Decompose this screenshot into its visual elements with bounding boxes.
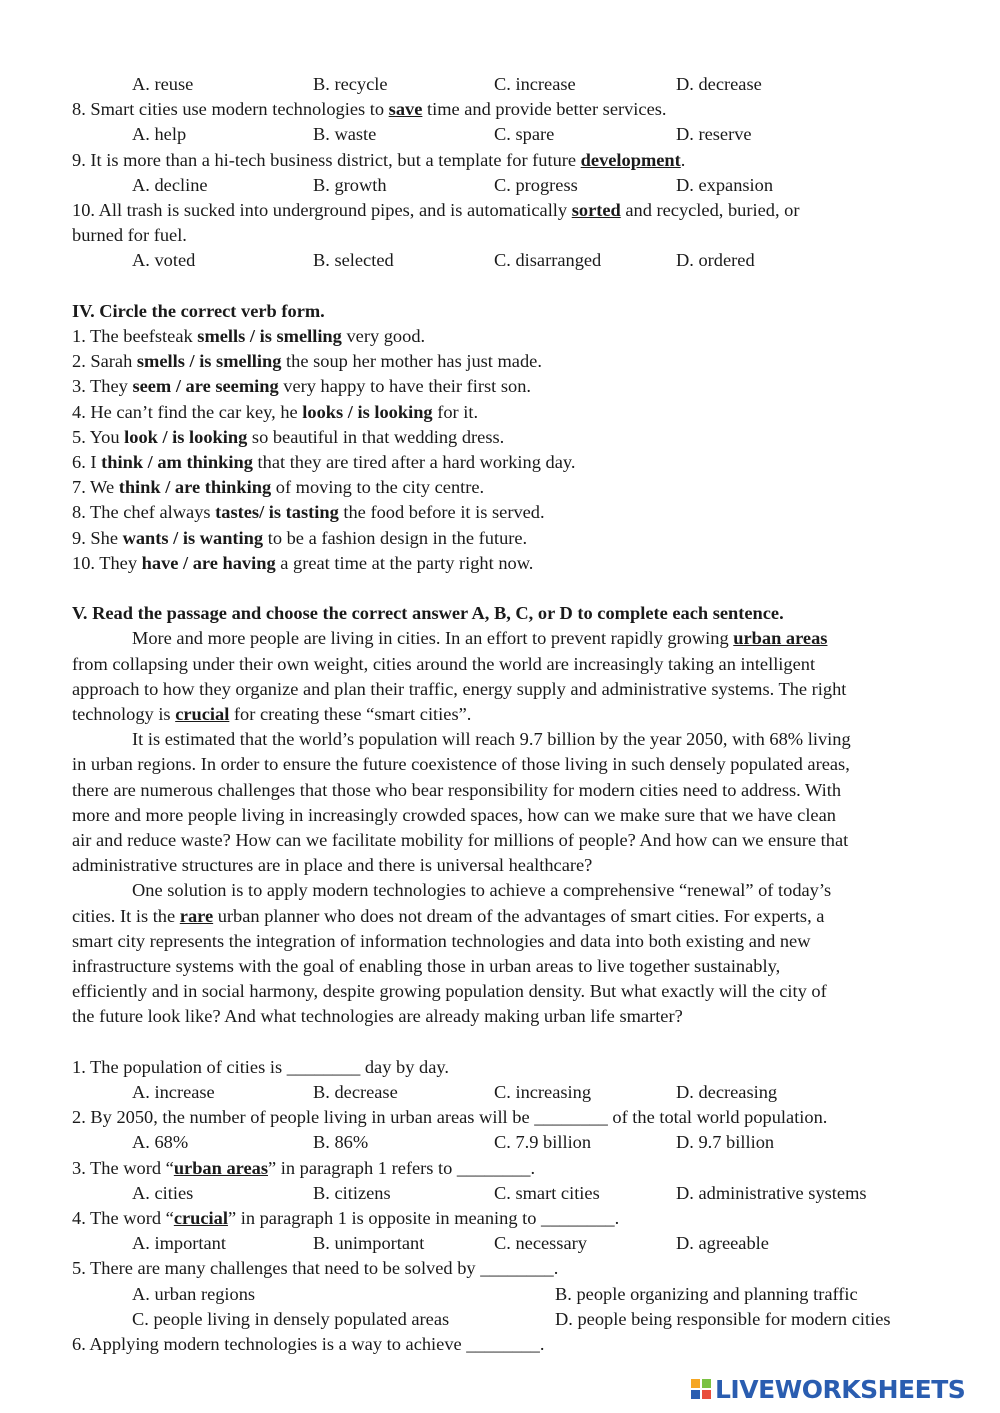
option-d[interactable]: D. expansion <box>676 174 774 195</box>
option-c[interactable]: C. necessary <box>494 1233 587 1254</box>
key-word-rare: rare <box>179 905 214 926</box>
option-b[interactable]: B. growth <box>313 174 387 195</box>
option-b[interactable]: B. decrease <box>313 1082 398 1103</box>
verb-question-6: 6. I think / am thinking that they are tired after a hard working day. <box>72 451 576 472</box>
option-b[interactable]: B. citizens <box>313 1182 391 1203</box>
option-a[interactable]: A. cities <box>132 1182 194 1203</box>
option-c[interactable]: C. 7.9 billion <box>494 1132 592 1153</box>
passage-paragraph-3: One solution is to apply modern technologies to achieve a comprehensive “renewal” of today’s cities. It is the rare urban planner who does not dream of the advantages of smart cities. For experts, a smart city represents the integration of information technologies and data into both existing and new infrastructure systems with the goal of enabling those in urban areas to live together sustainably, efficiently and in social harmony, despite growing population density. But what exactly will the city of the future look like? And what technologies are already making urban life smarter? <box>72 880 832 1027</box>
option-a[interactable]: A. 68% <box>132 1132 189 1153</box>
verb-choice[interactable]: think / are thinking <box>118 477 272 498</box>
option-b[interactable]: B. waste <box>313 124 377 145</box>
verb-question-9: 9. She wants / is wanting to be a fashion design in the future. <box>72 527 528 548</box>
passage-question-1: 1. The population of cities is ________ day by day. <box>72 1056 449 1077</box>
key-word: save <box>388 99 423 120</box>
key-word: crucial <box>173 1207 228 1228</box>
options-pq5-row1 <box>72 1282 928 1307</box>
option-c[interactable]: C. people living in densely populated areas <box>132 1308 450 1329</box>
passage-question-2: 2. By 2050, the number of people living in urban areas will be ________ of the total world population. <box>72 1107 828 1128</box>
option-a[interactable]: A. decline <box>132 174 208 195</box>
option-d[interactable]: D. administrative systems <box>676 1182 867 1203</box>
option-c[interactable]: C. increase <box>494 74 576 94</box>
options-pq5-row2 <box>72 1307 928 1332</box>
option-b[interactable]: B. recycle <box>313 74 388 94</box>
options-q9 <box>72 173 928 198</box>
verb-choice[interactable]: smells / is smelling <box>197 325 342 346</box>
passage-question-5: 5. There are many challenges that need to be solved by ________. <box>72 1258 559 1279</box>
passage-paragraph-2: It is estimated that the world’s population will reach 9.7 billion by the year 2050, with 68% living in urban regions. In order to ensure the future coexistence of those living in such densely populated areas, there are numerous challenges that those who bear responsibility for modern cities need to address. With more and more people living in increasingly crowded spaces, how can we make sure that we have clean air and reduce waste? How can we facilitate mobility for millions of people? And how can we ensure that administrative structures are in place and there is universal healthcare? <box>72 729 851 876</box>
option-a[interactable]: A. reuse <box>132 74 194 94</box>
option-a[interactable]: A. voted <box>132 250 196 271</box>
passage-question-3: 3. The word “urban areas” in paragraph 1 refers to ________. <box>72 1157 536 1178</box>
key-phrase-urban-areas: urban areas <box>733 628 828 649</box>
verb-question-2: 2. Sarah smells / is smelling the soup her mother has just made. <box>72 351 542 372</box>
section-4-list <box>72 324 928 576</box>
option-c[interactable]: C. smart cities <box>494 1182 600 1203</box>
options-q7 <box>72 72 928 97</box>
liveworksheets-logo <box>691 1374 965 1404</box>
verb-choice[interactable]: seem / are seeming <box>132 376 279 397</box>
passage-paragraph-1: More and more people are living in cities. In an effort to prevent rapidly growing urban areas from collapsing under their own weight, cities around the world are increasingly taking an intelligent approach to how they organize and plan their traffic, energy supply and administrative systems. The right technology is crucial for creating these “smart cities”. <box>72 628 847 724</box>
option-c[interactable]: C. progress <box>494 174 578 195</box>
key-word: development <box>580 149 681 170</box>
verb-question-7: 7. We think / are thinking of moving to the city centre. <box>72 477 485 498</box>
option-b[interactable]: B. 86% <box>313 1132 369 1153</box>
option-a[interactable]: A. urban regions <box>132 1283 256 1304</box>
verb-question-3: 3. They seem / are seeming very happy to have their first son. <box>72 376 531 397</box>
verb-question-1: 1. The beefsteak smells / is smelling very good. <box>72 325 426 346</box>
option-a[interactable]: A. important <box>132 1233 226 1254</box>
section-5-heading: V. Read the passage and choose the correct answer A, B, C, or D to complete each sentence. <box>72 603 784 624</box>
option-b[interactable]: B. people organizing and planning traffic <box>555 1283 858 1304</box>
options-q10 <box>72 248 928 273</box>
verb-question-8: 8. The chef always tastes/ is tasting the food before it is served. <box>72 502 545 523</box>
option-d[interactable]: D. ordered <box>676 250 755 271</box>
option-d[interactable]: D. reserve <box>676 124 752 145</box>
option-b[interactable]: B. unimportant <box>313 1233 425 1254</box>
key-word: sorted <box>571 199 621 220</box>
verb-choice[interactable]: wants / is wanting <box>122 527 264 548</box>
verb-question-4: 4. He can’t find the car key, he looks / is looking for it. <box>72 401 479 422</box>
options-pq1 <box>72 1080 928 1105</box>
question-10: 10. All trash is sucked into underground pipes, and is automatically sorted and recycled, buried, or <box>72 199 800 220</box>
options-pq2 <box>72 1130 928 1155</box>
passage-question-4: 4. The word “crucial” in paragraph 1 is opposite in meaning to ________. <box>72 1207 620 1228</box>
liveworksheets-logo-icon <box>691 1376 713 1402</box>
verb-question-5: 5. You look / is looking so beautiful in that wedding dress. <box>72 426 505 447</box>
options-q8 <box>72 122 928 147</box>
key-phrase: urban areas <box>173 1157 268 1178</box>
option-a[interactable]: A. increase <box>132 1082 215 1103</box>
option-c[interactable]: C. increasing <box>494 1082 592 1103</box>
verb-choice[interactable]: think / am thinking <box>101 451 253 472</box>
verb-choice[interactable]: smells / is smelling <box>136 351 282 372</box>
option-d[interactable]: D. people being responsible for modern cities <box>555 1308 891 1329</box>
passage-question-6: 6. Applying modern technologies is a way to achieve ________. <box>72 1333 545 1354</box>
verb-choice[interactable]: tastes/ is tasting <box>215 502 339 523</box>
option-d[interactable]: D. decrease <box>676 74 762 94</box>
key-word-crucial: crucial <box>175 703 230 724</box>
option-d[interactable]: D. 9.7 billion <box>676 1132 775 1153</box>
question-8: 8. Smart cities use modern technologies to save time and provide better services. <box>72 99 667 120</box>
verb-choice[interactable]: looks / is looking <box>302 401 433 422</box>
section-4-heading: IV. Circle the correct verb form. <box>72 300 325 321</box>
option-c[interactable]: C. disarranged <box>494 250 602 271</box>
question-9: 9. It is more than a hi-tech business district, but a template for future development. <box>72 149 686 170</box>
liveworksheets-logo-text: LIVEWORKSHEETS <box>715 1374 966 1404</box>
verb-choice[interactable]: have / are having <box>141 552 276 573</box>
option-c[interactable]: C. spare <box>494 124 555 145</box>
worksheet-page <box>72 72 928 1357</box>
question-10-cont: burned for fuel. <box>72 225 187 246</box>
option-a[interactable]: A. help <box>132 124 187 145</box>
verb-question-10: 10. They have / are having a great time at the party right now. <box>72 552 534 573</box>
verb-choice[interactable]: look / is looking <box>124 426 248 447</box>
option-b[interactable]: B. selected <box>313 250 394 271</box>
options-pq3 <box>72 1181 928 1206</box>
options-pq4 <box>72 1231 928 1256</box>
option-d[interactable]: D. agreeable <box>676 1233 769 1254</box>
option-d[interactable]: D. decreasing <box>676 1082 778 1103</box>
